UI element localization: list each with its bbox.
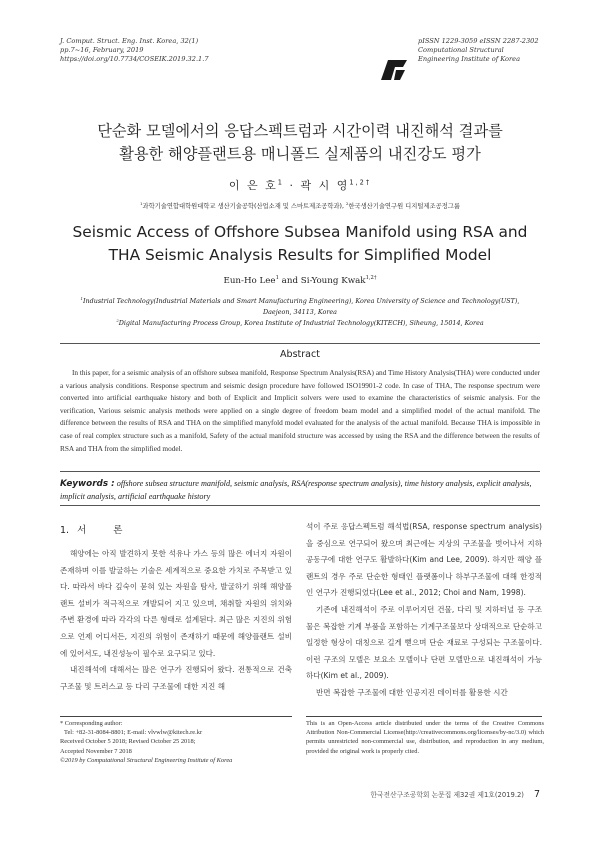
society-name-line: Computational Structural [418, 46, 504, 55]
korean-authors [60, 177, 540, 193]
paragraph: 해양에는 아직 발견하지 못한 석유나 가스 등의 많은 에너지 자원이 존재하며 이를 발굴하는 기술은 세계적으로 중요한 가치로 주목받고 있다. 따라서 바다 깊숙이 묻혀 있는 자원을 탐사, 발굴하기 위해 해양플랜트 설비가 적극적으로 개발되어 지고 있으며, 채취할 자원의 위치와 주변 환경에 따라 각각의 다른 형태로 설계된다. 최근 많은 지진의 위험으로 언제 어디서든, 지진의 위험이 존재하기 때문에 해양플랜트 설비에 있어서도, 내진성능이 필수로 요구되고 있다. [60, 549, 292, 658]
journal-citation [60, 37, 209, 65]
paragraph: 내진해석에 대해서는 많은 연구가 진행되어 왔다. 전통적으로 건축구조물 및 트러스교 등 다리 구조물에 대한 지진 해 [60, 665, 292, 691]
korean-title-line: 단순화 모델에서의 응답스펙트럼과 시간이력 내진해석 결과를 [97, 122, 503, 140]
affil-mark: 1 [80, 295, 83, 301]
author-name: Eun-Ho Lee [223, 276, 276, 286]
affiliation-text: Industrial Technology(Industrial Materials and Smart Manufacturing Engineering), Korea University of Science and Technology(UST), [82, 297, 520, 305]
paragraph: 석이 주로 응답스펙트럼 해석법(RSA, response spectrum analysis)을 중심으로 연구되어 왔으며 최근에는 지상의 구조물을 벗어나서 지하공동구에 대한 연구도 활발하다(Kim and Lee, 2009). 하지만 해양 플랜트의 경우 주로 단순한 형태인 플랫폼이나 하부구조물에 대해 한정적인 연구가 진행되었다(Lee et al., 2012; Choi and Nam, 1998). [306, 522, 542, 598]
abstract-body [60, 367, 540, 455]
footnote-line: * Corresponding author: [60, 720, 123, 727]
author-separator: and [278, 276, 301, 286]
keywords-label: Keywords : [60, 479, 115, 489]
english-authors [60, 276, 540, 286]
korean-title-line: 활용한 해양플랜트용 매니폴드 실제품의 내진강도 평가 [119, 145, 481, 163]
korean-affiliations [40, 201, 560, 210]
author-separator: · [283, 179, 301, 192]
affiliation-line [40, 318, 560, 329]
affiliation-text: Digital Manufacturing Process Group, Korea Institute of Industrial Technology(KITECH), Siheung, 15014, Korea [118, 319, 484, 328]
abstract-heading: Abstract [280, 349, 320, 360]
section-number: 1. [60, 525, 70, 536]
paragraph: 반면 복잡한 구조물에 대한 인공지진 데이터를 활용한 시간 [316, 687, 508, 697]
affiliation-text: 과학기술연합대학원대학교 생산기술공학(산업소재 및 스마트제조공학과), [142, 203, 346, 210]
section-title: 서 론 [77, 525, 135, 536]
author-name: Si-Young Kwak [300, 276, 366, 286]
footnote-divider [306, 716, 542, 717]
author-name: 곽 시 영 [300, 179, 350, 192]
english-affiliations [40, 296, 560, 330]
english-title-line: THA Seismic Analysis Results for Simplified Model [108, 246, 492, 264]
abstract-text: In this paper, for a seismic analysis of an offshore subsea manifold, Response Spectrum Analysis(RSA) and Time History Analysis(THA) were conducted under a various analysis conditions. Response spectrum and seismic design procedure have followed ISO19901-2 code. In case of THA, The response spectrum were converted into artificial earthquake history and both of Explicit and Implicit solvers were used to examine the characteristics of seismic analysis. For the verification, Various seismic analysis methods were applied on a single degree of freedom beam model and a simplified model of the actual manifold. The difference between the results of RSA and THA on the simplified manyfold model evaluated for the analysis of the actual manifold. Because THA is impossible in case of real complex structure such as a manifold, Safety of the actual manifold structure was accessed by using the RSA and the difference between the results of RSA and THA from the simplified model. [60, 368, 540, 453]
right-column [306, 519, 542, 702]
footnote-line: Received October 5 2018; Revised October 25 2018; [60, 738, 196, 746]
page-number: 7 [533, 789, 540, 800]
affiliation-text: 한국생산기술연구원 디지털제조공정그룹 [348, 203, 460, 210]
society-name-line: Engineering Institute of Korea [418, 55, 521, 64]
korean-title [60, 120, 540, 166]
divider [60, 343, 540, 344]
author-name: 이 은 호 [228, 179, 278, 192]
copyright-line: ©2019 by Computational Structural Engineering Institute of Korea [60, 756, 233, 764]
affil-mark: 2 [346, 200, 349, 206]
affiliation-line [40, 296, 560, 307]
footnote-line: Accepted November 7 2018 [60, 747, 132, 755]
divider [60, 471, 540, 472]
paragraph: 기존에 내진해석이 주로 이루어지던 건물, 다리 및 지하터널 등 구조물은 복잡한 기계 부품을 포함하는 기계구조물보다 상대적으로 단순하고 일정한 형상이 대칭으로 길게 뻗으며 단순 재료로 구성되는 구조물이다. 이런 구조의 모델은 보요소 모델이나 단편 모델만으로 내진해석이 가능하다(Kim et al., 2009). [306, 604, 542, 681]
correspondence-footnote [60, 719, 300, 765]
footer-journal: 한국전산구조공학회 논문집 제32권 제1호(2019.2) [370, 791, 524, 799]
divider [60, 505, 540, 506]
doi-link[interactable]: https://doi.org/10.7734/COSEIK.2019.32.1.7 [60, 55, 209, 64]
author-affil-mark: 1,2† [349, 178, 372, 187]
author-affil-mark: 1 [277, 178, 284, 187]
english-title-line: Seismic Access of Offshore Subsea Manifold using RSA and [72, 223, 528, 241]
page-footer [370, 789, 540, 800]
affiliation-line: Daejeon, 34113, Korea [263, 308, 337, 317]
keywords [60, 478, 540, 503]
society-logo-icon [379, 58, 409, 82]
author-affil-mark: 1 [275, 275, 279, 282]
english-title [40, 221, 560, 267]
author-affil-mark: 1,2† [365, 275, 377, 282]
issn-block [418, 37, 539, 65]
left-column [60, 546, 292, 695]
keywords-text: offshore subsea structure manifold, seismic analysis, RSA(response spectrum analysis), time history analysis, explicit analysis, implicit analysis, artificial earthquake history [60, 479, 532, 501]
journal-pages-line: pp.7~16, February, 2019 [60, 46, 144, 55]
affil-mark: 1 [140, 200, 143, 206]
journal-citation-line: J. Comput. Struct. Eng. Inst. Korea, 32(1) [60, 37, 199, 45]
affil-mark: 2 [116, 318, 119, 324]
issn-line: pISSN 1229-3059 eISSN 2287-2302 [418, 37, 539, 45]
footnote-divider [60, 716, 292, 717]
section-heading [60, 522, 134, 536]
license-footnote: This is an Open-Access article distributed under the terms of the Creative Commons Attribution Non-Commercial License(http://creativecommons.org/licenses/by-nc/3.0) which permits unrestricted non-commercial use, distribution, and reproduction in any medium, provided the original work is properly cited. [306, 720, 544, 755]
footnote-line: Tel: +82-31-8084-8801; E-mail: vlvwlw@kitech.re.kr [64, 729, 203, 737]
